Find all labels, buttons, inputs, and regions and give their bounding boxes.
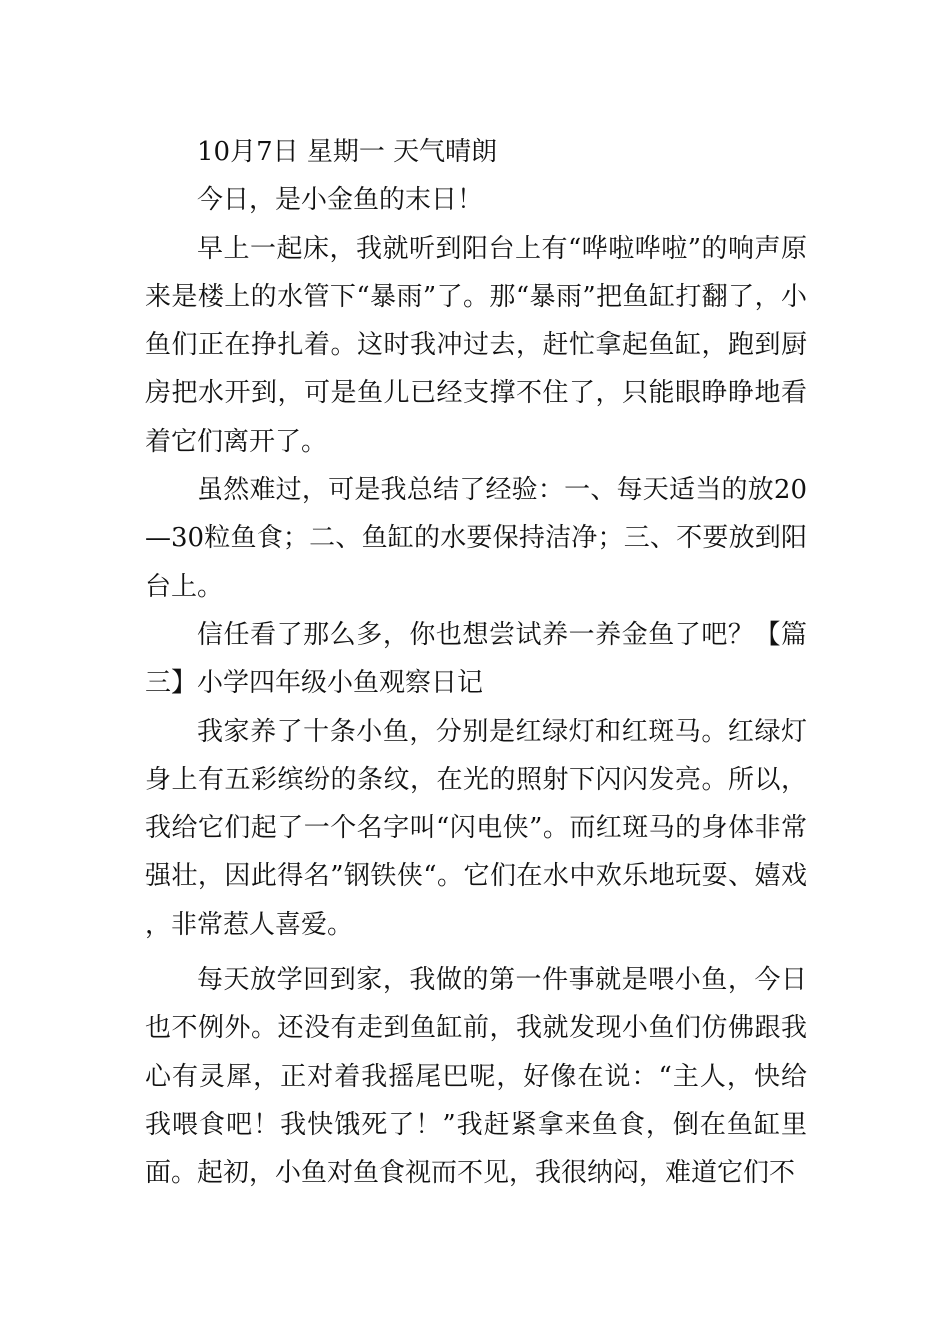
paragraph: 信任看了那么多，你也想尝试养一养金鱼了吧？【篇三】小学四年级小鱼观察日记 xyxy=(145,619,807,699)
paragraph: 今日，是小金鱼的末日！ xyxy=(197,185,484,216)
document-body xyxy=(145,128,807,1198)
paragraph: 早上一起床，我就听到阳台上有“哗啦哗啦”的响声原来是楼上的水管下“暴雨”了。那“暴雨”把鱼缸打翻了，小鱼们正在挣扎着。这时我冲过去，赶忙拿起鱼缸，跑到厨房把水开到，可是鱼儿已经支撑不住了，只能眼睁睁地看着它们离开了。 xyxy=(145,233,807,457)
diary-date-line: 10月7日 星期一 天气晴朗 xyxy=(197,137,498,167)
paragraph: 每天放学回到家，我做的第一件事就是喂小鱼，今日也不例外。还没有走到鱼缸前，我就发现小鱼们仿佛跟我心有灵犀，正对着我摇尾巴呢，好像在说：“主人，快给我喂食吧！我快饿死了！”我赶紧拿来鱼食，倒在鱼缸里面。起初，小鱼对鱼食视而不见，我很纳闷，难道它们不 xyxy=(145,965,807,1189)
paragraph: 虽然难过，可是我总结了经验：一、每天适当的放20—30粒鱼食；二、鱼缸的水要保持洁净；三、不要放到阳台上。 xyxy=(145,475,807,602)
paragraph: 我家养了十条小鱼，分别是红绿灯和红斑马。红绿灯身上有五彩缤纷的条纹，在光的照射下闪闪发亮。所以，我给它们起了一个名字叫“闪电侠”。而红斑马的身体非常强壮，因此得名”钢铁侠“。它们在水中欢乐地玩耍、嬉戏，非常惹人喜爱。 xyxy=(145,716,807,940)
